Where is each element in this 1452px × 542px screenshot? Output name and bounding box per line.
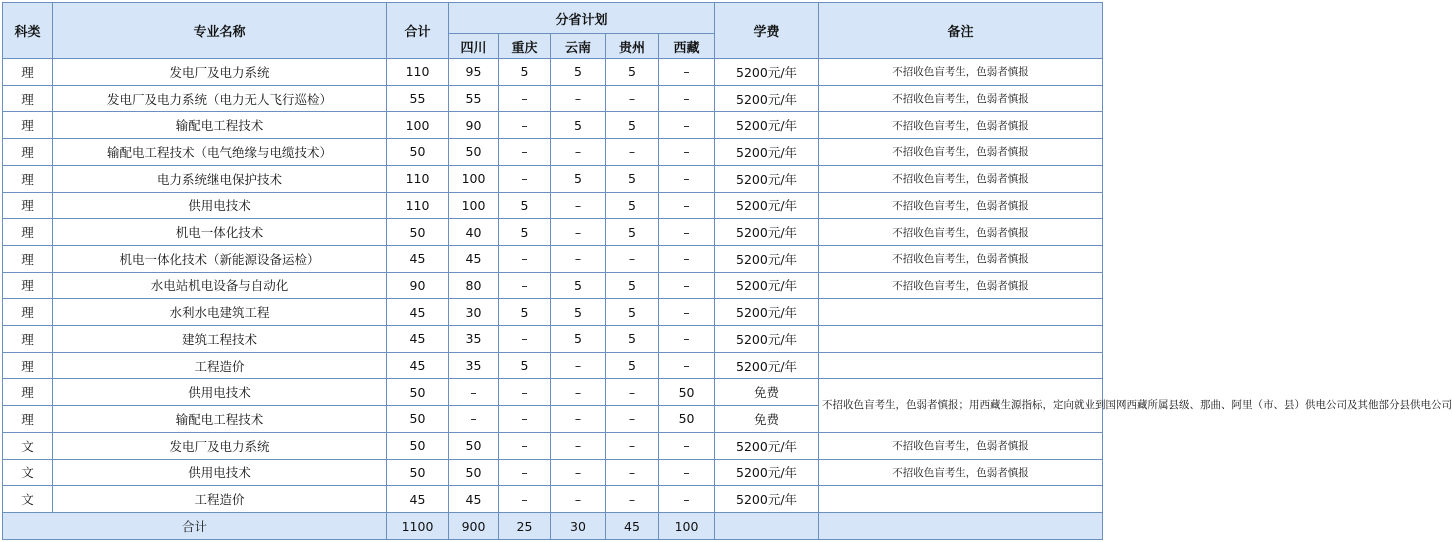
row-sichuan: 90 [449, 112, 499, 139]
row-guizhou: 5 [606, 352, 659, 379]
row-tuition: 5200元/年 [715, 459, 819, 486]
row-total: 110 [387, 165, 449, 192]
row-xizang: – [659, 272, 715, 299]
row-major-name: 工程造价 [53, 352, 387, 379]
row-total: 100 [387, 112, 449, 139]
row-category: 文 [3, 432, 53, 459]
row-category: 理 [3, 245, 53, 272]
row-category: 理 [3, 299, 53, 326]
row-guizhou: – [606, 245, 659, 272]
row-chongqing: – [499, 272, 551, 299]
table-row [3, 139, 1103, 166]
row-xizang: – [659, 326, 715, 353]
row-category: 理 [3, 406, 53, 433]
row-chongqing: – [499, 326, 551, 353]
row-chongqing: 5 [499, 192, 551, 219]
row-total: 45 [387, 299, 449, 326]
row-xizang: – [659, 139, 715, 166]
total-xizang: 100 [659, 513, 715, 540]
row-remark: 不招收色盲考生，色弱者慎报 [819, 139, 1103, 166]
total-yunnan: 30 [551, 513, 606, 540]
row-xizang: – [659, 165, 715, 192]
row-category: 理 [3, 326, 53, 353]
row-sichuan: 35 [449, 352, 499, 379]
row-remark [819, 352, 1103, 379]
table-row [3, 219, 1103, 246]
row-sichuan: 100 [449, 192, 499, 219]
row-total: 45 [387, 326, 449, 353]
row-chongqing: – [499, 432, 551, 459]
header-province-xizang: 西藏 [659, 34, 715, 59]
row-xizang: – [659, 85, 715, 112]
row-yunnan: – [551, 192, 606, 219]
row-remark: 不招收色盲考生，色弱者慎报 [819, 219, 1103, 246]
row-guizhou: – [606, 406, 659, 433]
row-chongqing: – [499, 139, 551, 166]
row-total: 50 [387, 432, 449, 459]
header-category: 科类 [3, 3, 53, 59]
row-sichuan: 80 [449, 272, 499, 299]
row-sichuan: 30 [449, 299, 499, 326]
row-tuition: 5200元/年 [715, 299, 819, 326]
row-major-name: 发电厂及电力系统 [53, 59, 387, 86]
row-major-name: 输配电工程技术 [53, 406, 387, 433]
row-total: 50 [387, 459, 449, 486]
header-tuition: 学费 [715, 3, 819, 59]
row-chongqing: 5 [499, 219, 551, 246]
row-category: 理 [3, 112, 53, 139]
row-xizang: – [659, 59, 715, 86]
row-major-name: 工程造价 [53, 486, 387, 513]
row-yunnan: – [551, 219, 606, 246]
row-tuition: 5200元/年 [715, 245, 819, 272]
row-guizhou: 5 [606, 112, 659, 139]
row-tuition: 5200元/年 [715, 326, 819, 353]
row-chongqing: 5 [499, 59, 551, 86]
row-xizang: – [659, 459, 715, 486]
row-sichuan: 35 [449, 326, 499, 353]
row-guizhou: – [606, 379, 659, 406]
row-xizang: – [659, 112, 715, 139]
row-category: 文 [3, 486, 53, 513]
row-total: 90 [387, 272, 449, 299]
row-sichuan: 95 [449, 59, 499, 86]
row-total: 50 [387, 406, 449, 433]
total-all: 1100 [387, 513, 449, 540]
row-total: 50 [387, 379, 449, 406]
row-total: 110 [387, 192, 449, 219]
row-major-name: 建筑工程技术 [53, 326, 387, 353]
row-major-name: 发电厂及电力系统（电力无人飞行巡检） [53, 85, 387, 112]
row-category: 理 [3, 219, 53, 246]
row-tuition: 5200元/年 [715, 165, 819, 192]
row-chongqing: – [499, 486, 551, 513]
table-row [3, 245, 1103, 272]
row-xizang: – [659, 245, 715, 272]
row-remark: 不招收色盲考生，色弱者慎报 [819, 272, 1103, 299]
row-chongqing: 5 [499, 299, 551, 326]
row-remark: 不招收色盲考生，色弱者慎报 [819, 245, 1103, 272]
table-row [3, 486, 1103, 513]
total-row [3, 513, 1103, 540]
header-province-guizhou: 贵州 [606, 34, 659, 59]
header-province-sichuan: 四川 [449, 34, 499, 59]
row-sichuan: – [449, 406, 499, 433]
row-sichuan: 55 [449, 85, 499, 112]
row-yunnan: 5 [551, 299, 606, 326]
row-total: 45 [387, 352, 449, 379]
row-guizhou: 5 [606, 59, 659, 86]
row-category: 理 [3, 165, 53, 192]
row-chongqing: – [499, 379, 551, 406]
row-major-name: 电力系统继电保护技术 [53, 165, 387, 192]
row-yunnan: 5 [551, 326, 606, 353]
table-row [3, 272, 1103, 299]
row-xizang: 50 [659, 379, 715, 406]
row-tuition: 5200元/年 [715, 272, 819, 299]
row-major-name: 机电一体化技术（新能源设备运检） [53, 245, 387, 272]
header-province-chongqing: 重庆 [499, 34, 551, 59]
table-row [3, 379, 1103, 406]
total-sichuan: 900 [449, 513, 499, 540]
row-tuition: 5200元/年 [715, 139, 819, 166]
row-yunnan: 5 [551, 165, 606, 192]
row-category: 理 [3, 59, 53, 86]
enrollment-plan-table [2, 2, 1452, 540]
row-chongqing: – [499, 165, 551, 192]
row-guizhou: – [606, 486, 659, 513]
table-row [3, 85, 1103, 112]
row-chongqing: – [499, 459, 551, 486]
row-yunnan: – [551, 245, 606, 272]
row-sichuan: 40 [449, 219, 499, 246]
row-sichuan: 45 [449, 245, 499, 272]
table-row [3, 299, 1103, 326]
row-guizhou: 5 [606, 272, 659, 299]
row-xizang: – [659, 486, 715, 513]
row-xizang: – [659, 219, 715, 246]
row-remark [819, 299, 1103, 326]
row-tuition: 5200元/年 [715, 486, 819, 513]
row-chongqing: – [499, 112, 551, 139]
total-chongqing: 25 [499, 513, 551, 540]
row-chongqing: 5 [499, 352, 551, 379]
row-tuition: 5200元/年 [715, 352, 819, 379]
row-yunnan: 5 [551, 59, 606, 86]
row-tuition: 免费 [715, 379, 819, 406]
row-sichuan: – [449, 379, 499, 406]
row-remark: 不招收色盲考生，色弱者慎报 [819, 459, 1103, 486]
row-guizhou: 5 [606, 219, 659, 246]
row-category: 理 [3, 352, 53, 379]
row-chongqing: – [499, 245, 551, 272]
row-guizhou: 5 [606, 192, 659, 219]
row-guizhou: – [606, 85, 659, 112]
row-yunnan: – [551, 459, 606, 486]
row-total: 50 [387, 219, 449, 246]
row-total: 110 [387, 59, 449, 86]
row-category: 理 [3, 192, 53, 219]
row-guizhou: 5 [606, 299, 659, 326]
table-row [3, 326, 1103, 353]
row-yunnan: – [551, 85, 606, 112]
row-tuition: 5200元/年 [715, 219, 819, 246]
row-major-name: 输配电工程技术 [53, 112, 387, 139]
row-chongqing: – [499, 406, 551, 433]
row-xizang: – [659, 192, 715, 219]
row-yunnan: – [551, 139, 606, 166]
row-major-name: 发电厂及电力系统 [53, 432, 387, 459]
row-sichuan: 100 [449, 165, 499, 192]
row-remark: 不招收色盲考生，色弱者慎报 [819, 432, 1103, 459]
row-tuition: 5200元/年 [715, 59, 819, 86]
row-xizang: – [659, 352, 715, 379]
row-category: 理 [3, 272, 53, 299]
row-total: 50 [387, 139, 449, 166]
header-total: 合计 [387, 3, 449, 59]
table-row [3, 112, 1103, 139]
row-guizhou: 5 [606, 165, 659, 192]
header-major: 专业名称 [53, 3, 387, 59]
row-major-name: 机电一体化技术 [53, 219, 387, 246]
row-yunnan: – [551, 352, 606, 379]
row-category: 文 [3, 459, 53, 486]
row-xizang: – [659, 432, 715, 459]
row-remark: 不招收色盲考生，色弱者慎报 [819, 85, 1103, 112]
row-yunnan: – [551, 432, 606, 459]
row-remark-merged: 不招收色盲考生，色弱者慎报；用西藏生源指标，定向就业到国网西藏所属县级、那曲、阿里（市、县）供电公司及其他部分县供电公司 [819, 379, 1103, 432]
row-major-name: 供用电技术 [53, 379, 387, 406]
row-yunnan: 5 [551, 112, 606, 139]
row-sichuan: 50 [449, 459, 499, 486]
table-row [3, 192, 1103, 219]
row-remark [819, 486, 1103, 513]
row-yunnan: 5 [551, 272, 606, 299]
row-yunnan: – [551, 379, 606, 406]
header-remark: 备注 [819, 3, 1103, 59]
row-total: 45 [387, 245, 449, 272]
row-guizhou: – [606, 459, 659, 486]
row-sichuan: 50 [449, 432, 499, 459]
row-guizhou: 5 [606, 326, 659, 353]
row-tuition: 5200元/年 [715, 432, 819, 459]
table-row [3, 352, 1103, 379]
total-tuition-empty [715, 513, 819, 540]
row-total: 45 [387, 486, 449, 513]
row-major-name: 供用电技术 [53, 192, 387, 219]
row-xizang: – [659, 299, 715, 326]
row-tuition: 5200元/年 [715, 85, 819, 112]
row-remark: 不招收色盲考生，色弱者慎报 [819, 165, 1103, 192]
row-remark: 不招收色盲考生，色弱者慎报 [819, 112, 1103, 139]
total-label: 合计 [3, 513, 387, 540]
row-remark: 不招收色盲考生，色弱者慎报 [819, 59, 1103, 86]
row-category: 理 [3, 379, 53, 406]
row-major-name: 水利水电建筑工程 [53, 299, 387, 326]
row-sichuan: 50 [449, 139, 499, 166]
row-category: 理 [3, 139, 53, 166]
row-sichuan: 45 [449, 486, 499, 513]
row-total: 55 [387, 85, 449, 112]
total-guizhou: 45 [606, 513, 659, 540]
table-row [3, 59, 1103, 86]
row-guizhou: – [606, 139, 659, 166]
table-row [3, 165, 1103, 192]
table-row [3, 459, 1103, 486]
row-tuition: 免费 [715, 406, 819, 433]
row-category: 理 [3, 85, 53, 112]
row-tuition: 5200元/年 [715, 192, 819, 219]
total-remark-empty [819, 513, 1103, 540]
row-major-name: 供用电技术 [53, 459, 387, 486]
row-major-name: 输配电工程技术（电气绝缘与电缆技术） [53, 139, 387, 166]
row-major-name: 水电站机电设备与自动化 [53, 272, 387, 299]
table-row [3, 432, 1103, 459]
row-remark [819, 326, 1103, 353]
row-remark: 不招收色盲考生，色弱者慎报 [819, 192, 1103, 219]
row-chongqing: – [499, 85, 551, 112]
header-province-yunnan: 云南 [551, 34, 606, 59]
row-yunnan: – [551, 406, 606, 433]
header-province-plan: 分省计划 [449, 3, 715, 34]
row-xizang: 50 [659, 406, 715, 433]
row-yunnan: – [551, 486, 606, 513]
row-tuition: 5200元/年 [715, 112, 819, 139]
row-guizhou: – [606, 432, 659, 459]
